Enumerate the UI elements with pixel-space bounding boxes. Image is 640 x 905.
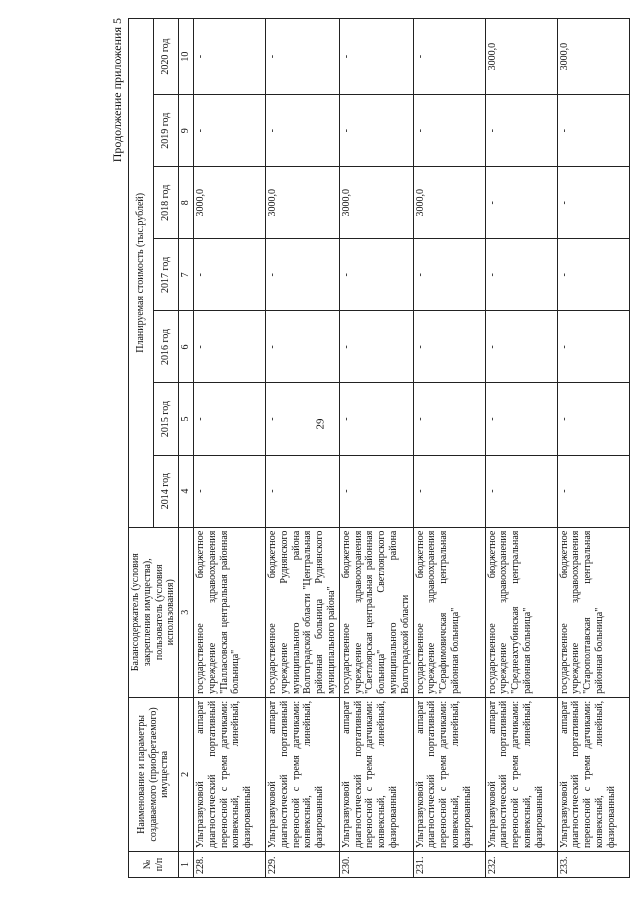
- cost-value: 3000,0: [265, 167, 339, 239]
- cost-value: -: [265, 239, 339, 311]
- property-table: [128, 18, 630, 878]
- row-number: 228.: [193, 851, 265, 877]
- cost-value: -: [485, 239, 557, 311]
- header-year: 2018 год: [154, 167, 179, 239]
- cost-value: -: [557, 455, 629, 527]
- cost-value: -: [557, 95, 629, 167]
- table-body: [193, 19, 629, 878]
- table-row: [339, 19, 413, 878]
- header-year: 2020 год: [154, 19, 179, 95]
- balance-holder: государственное бюджетное учреждение здравоохранения "Старополтавская центральная районная больница": [557, 527, 629, 697]
- row-number: 231.: [413, 851, 485, 877]
- header-year: 2015 год: [154, 383, 179, 455]
- item-name: Ультразвуковой аппарат диагностический портативный переносной с тремя датчиками: конвексный, линейный, фазированный: [485, 697, 557, 851]
- cost-value: 3000,0: [485, 19, 557, 95]
- balance-holder: государственное бюджетное учреждение здравоохранения "Среднеахтубинская центральная районная больница": [485, 527, 557, 697]
- cost-value: -: [413, 95, 485, 167]
- cost-value: -: [339, 19, 413, 95]
- rotated-page: [110, 18, 630, 878]
- cost-value: -: [265, 455, 339, 527]
- cost-value: -: [557, 167, 629, 239]
- cost-value: 3000,0: [339, 167, 413, 239]
- cost-value: -: [265, 19, 339, 95]
- cost-value: -: [193, 239, 265, 311]
- cost-value: -: [339, 311, 413, 383]
- item-name: Ультразвуковой аппарат диагностический портативный переносной с тремя датчиками: конвексный, линейный, фазированный: [193, 697, 265, 851]
- page-number: 29: [314, 418, 327, 430]
- column-number: 6: [179, 311, 194, 383]
- column-number: 3: [179, 527, 194, 697]
- column-number: 1: [179, 851, 194, 877]
- cost-value: -: [485, 95, 557, 167]
- column-number: 8: [179, 167, 194, 239]
- cost-value: -: [339, 95, 413, 167]
- cost-value: -: [193, 19, 265, 95]
- header-year: 2016 год: [154, 311, 179, 383]
- cost-value: -: [265, 311, 339, 383]
- column-number-row: [179, 19, 194, 878]
- header-name: Наименование и параметры создаваемого (приобретаемого) имущества: [129, 697, 179, 851]
- header-holder: Балансодержатель (условия закрепления имущества), пользователь (условия использования): [129, 527, 179, 697]
- balance-holder: государственное бюджетное учреждение здравоохранения "Палласовская центральная районная больница": [193, 527, 265, 697]
- table-row: [485, 19, 557, 878]
- table-row: [413, 19, 485, 878]
- cost-value: -: [193, 383, 265, 455]
- column-number: 5: [179, 383, 194, 455]
- table-row: [557, 19, 629, 878]
- cost-value: -: [265, 95, 339, 167]
- column-number: 9: [179, 95, 194, 167]
- cost-value: -: [485, 311, 557, 383]
- cost-value: -: [193, 311, 265, 383]
- item-name: Ультразвуковой аппарат диагностический портативный переносной с тремя датчиками: конвексный, линейный, фазированный: [557, 697, 629, 851]
- cost-value: -: [485, 167, 557, 239]
- row-number: 232.: [485, 851, 557, 877]
- header-year: 2019 год: [154, 95, 179, 167]
- continuation-label: Продолжение приложения 5: [110, 18, 124, 163]
- header-year: 2014 год: [154, 455, 179, 527]
- column-number: 4: [179, 455, 194, 527]
- cost-value: -: [413, 455, 485, 527]
- balance-holder: государственное бюджетное учреждение здравоохранения "Светлоярская центральная районная больница" Светлоярского муниципального района Волгоградской области: [339, 527, 413, 697]
- cost-value: 3000,0: [557, 19, 629, 95]
- cost-value: -: [265, 383, 339, 455]
- header-cost: Планируемая стоимость (тыс.рублей): [129, 19, 154, 528]
- item-name: Ультразвуковой аппарат диагностический портативный переносной с тремя датчиками: конвексный, линейный, фазированный: [265, 697, 339, 851]
- column-number: 7: [179, 239, 194, 311]
- header-year: 2017 год: [154, 239, 179, 311]
- balance-holder: государственное бюджетное учреждение здравоохранения "Серафимовичская центральная районная больница": [413, 527, 485, 697]
- cost-value: -: [339, 455, 413, 527]
- balance-holder: государственное бюджетное учреждение Руднянского муниципального района Волгоградской области "Центральная районная больница Руднянского муниципального района": [265, 527, 339, 697]
- row-number: 230.: [339, 851, 413, 877]
- cost-value: -: [557, 311, 629, 383]
- cost-value: -: [413, 239, 485, 311]
- cost-value: -: [413, 19, 485, 95]
- cost-value: -: [193, 95, 265, 167]
- table-row: [265, 19, 339, 878]
- column-number: 10: [179, 19, 194, 95]
- header-number: № п/п: [129, 851, 179, 877]
- cost-value: 3000,0: [193, 167, 265, 239]
- cost-value: -: [413, 383, 485, 455]
- cost-value: -: [557, 239, 629, 311]
- table-row: [193, 19, 265, 878]
- cost-value: 3000,0: [413, 167, 485, 239]
- item-name: Ультразвуковой аппарат диагностический портативный переносной с тремя датчиками: конвексный, линейный, фазированный: [339, 697, 413, 851]
- cost-value: -: [339, 239, 413, 311]
- cost-value: -: [413, 311, 485, 383]
- cost-value: -: [485, 383, 557, 455]
- column-number: 2: [179, 697, 194, 851]
- cost-value: -: [339, 383, 413, 455]
- item-name: Ультразвуковой аппарат диагностический портативный переносной с тремя датчиками: конвексный, линейный, фазированный: [413, 697, 485, 851]
- row-number: 233.: [557, 851, 629, 877]
- cost-value: -: [557, 383, 629, 455]
- cost-value: -: [193, 455, 265, 527]
- cost-value: -: [485, 455, 557, 527]
- row-number: 229.: [265, 851, 339, 877]
